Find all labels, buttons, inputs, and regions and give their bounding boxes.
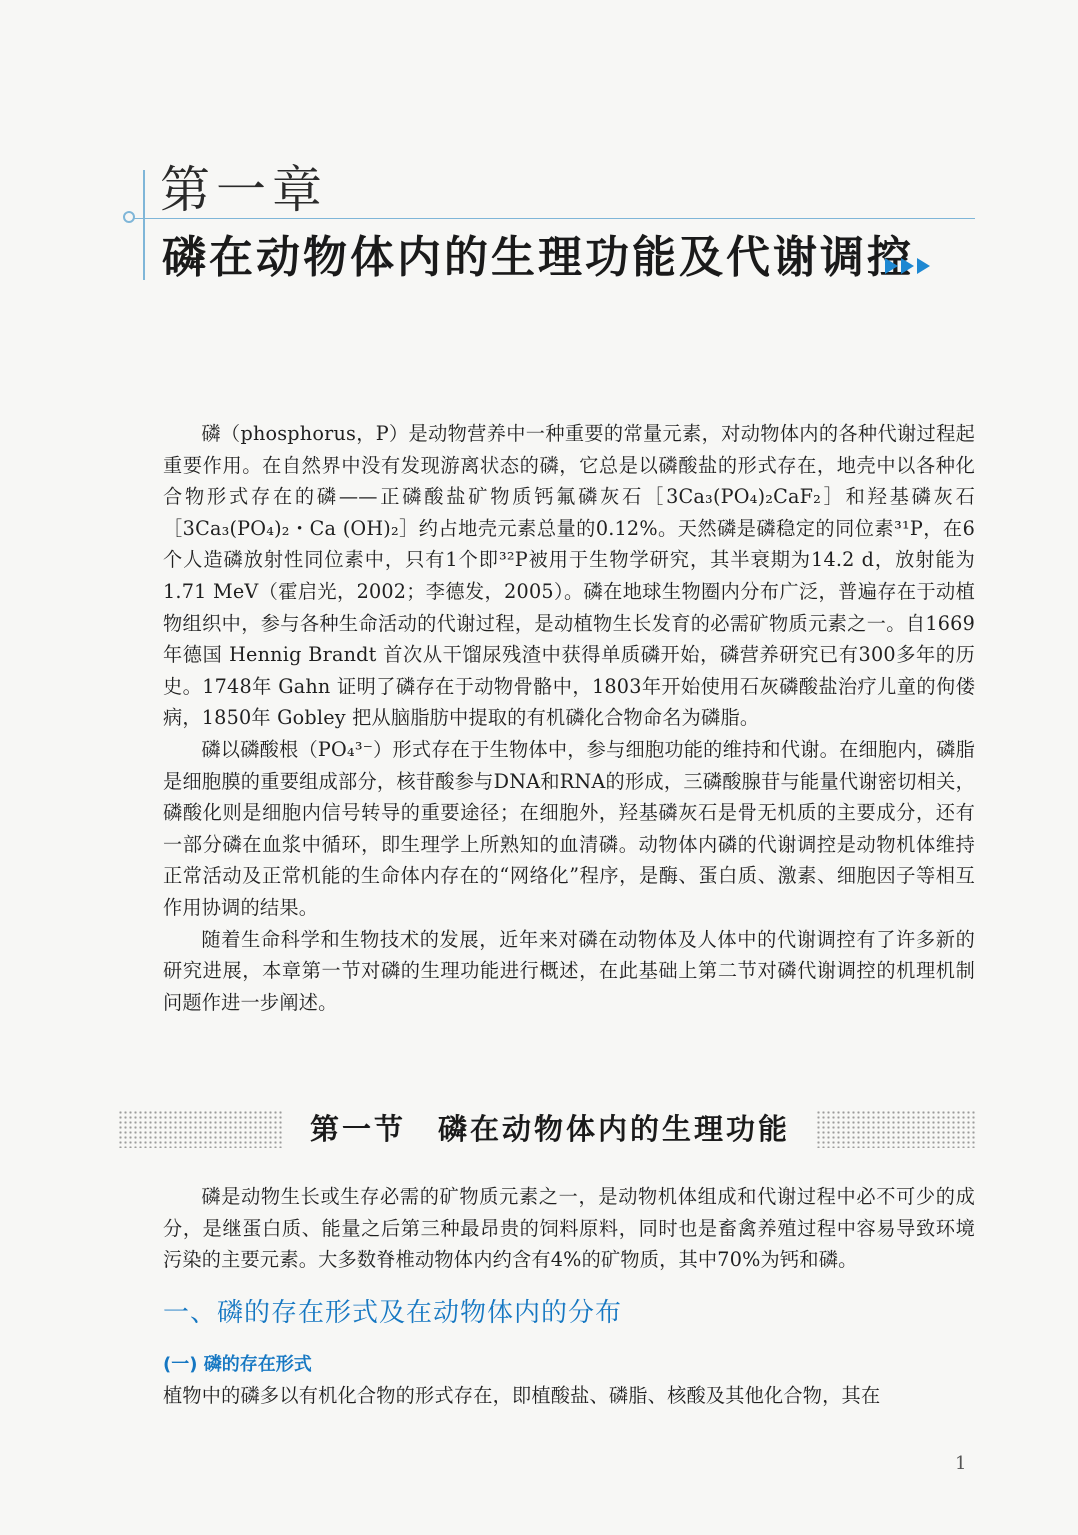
section-title: 第一节 磷在动物体内的生理功能 xyxy=(309,1112,790,1146)
chapter-rule-circle-icon xyxy=(123,211,135,223)
subsubsection-heading: (一) 磷的存在形式 xyxy=(163,1354,312,1375)
chapter-number: 第一章 xyxy=(160,161,328,219)
dot-pattern-left xyxy=(118,1110,283,1148)
intro-paragraph-1: 磷（phosphorus，P）是动物营养中一种重要的常量元素，对动物体内的各种代谢过程起重要作用。在自然界中没有发现游离状态的磷，它总是以磷酸盐的形式存在，地壳中以各种化合物形式存在的磷——正磷酸盐矿物质钙氟磷灰石［3Ca₃(PO₄)₂CaF₂］和羟基磷灰石［3Ca₃(PO₄)₂・Ca (OH)₂］约占地壳元素总量的0.12%。天然磷是磷稳定的同位素³¹P，在6个人造磷放射性同位素中，只有1个即³²P被用于生物学研究，其半衰期为14.2 d，放射能为1.71 MeV（霍启光，2002；李德发，2005）。磷在地球生物圈内分布广泛，普遍存在于动植物组织中，参与各种生命活动的代谢过程，是动植物生长发育的必需矿物质元素之一。自1669年德国 Hennig Brandt 首次从干馏尿残渣中获得单质磷开始，磷营养研究已有300多年的历史。1748年 Gahn 证明了磷存在于动物骨骼中，1803年开始使用石灰磷酸盐治疗儿童的佝偻病，1850年 Gobley 把从脑脂肪中提取的有机磷化合物命名为磷脂。 xyxy=(163,422,975,730)
page-number: 1 xyxy=(955,1453,967,1474)
dot-pattern-right xyxy=(816,1110,976,1148)
section-paragraph-1: 磷是动物生长或生存必需的矿物质元素之一，是动物机体组成和代谢过程中必不可少的成分，是继蛋白质、能量之后第三种最昂贵的饲料原料，同时也是畜禽养殖过程中容易导致环境污染的主要元素。大多数脊椎动物体内约含有4%的矿物质，其中70%为钙和磷。 xyxy=(163,1185,975,1272)
triple-arrow-icon xyxy=(885,258,930,274)
chapter-vertical-rule xyxy=(143,170,145,280)
subsection-text xyxy=(163,1380,975,1412)
chapter-title: 磷在动物体内的生理功能及代谢调控 xyxy=(162,232,914,283)
intro-paragraph-2: 磷以磷酸根（PO₄³⁻）形式存在于生物体中，参与细胞功能的维持和代谢。在细胞内，磷脂是细胞膜的重要组成部分，核苷酸参与DNA和RNA的形成，三磷酸腺苷与能量代谢密切相关，磷酸化则是细胞内信号转导的重要途径；在细胞外，羟基磷灰石是骨无机质的主要成分，还有一部分磷在血浆中循环，即生理学上所熟知的血清磷。动物体内磷的代谢调控是动物机体维持正常活动及正常机能的生命体内存在的“网络化”程序，是酶、蛋白质、激素、细胞因子等相互作用协调的结果。 xyxy=(163,737,975,919)
section-text xyxy=(163,1181,975,1276)
subsection-heading: 一、磷的存在形式及在动物体内的分布 xyxy=(163,1298,623,1328)
subsection-paragraph-1: 植物中的磷多以有机化合物的形式存在，即植酸盐、磷脂、核酸及其他化合物，其在 xyxy=(163,1384,881,1407)
section-banner xyxy=(118,1102,976,1156)
intro-paragraph-3: 随着生命科学和生物技术的发展，近年来对磷在动物体及人体中的代谢调控有了许多新的研究进展，本章第一节对磷的生理功能进行概述，在此基础上第二节对磷代谢调控的机理机制问题作进一步阐述。 xyxy=(163,927,975,1014)
intro-text xyxy=(163,418,975,1018)
